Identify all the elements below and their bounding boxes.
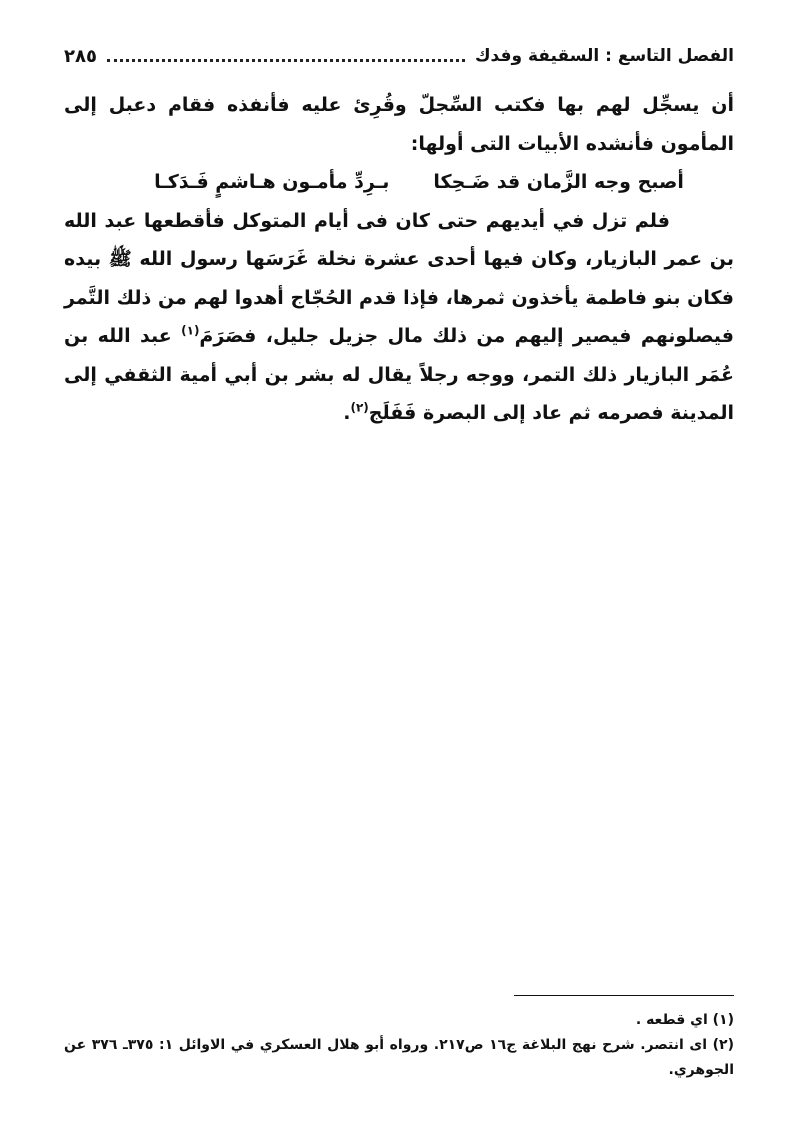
footnotes	[64, 1008, 734, 1083]
poem-verse	[64, 163, 734, 202]
page-header	[64, 40, 734, 72]
footnote-2: (٢) اى انتصر. شرح نهج البلاغة ج١٦ ص٢١٧. ورواه أبو هلال العسكري في الاوائل ١: ٣٧٥ـ ٣٧٦ عن الجوهري.	[64, 1037, 734, 1078]
footnote-ref-1[interactable]: (١)	[181, 323, 200, 338]
footnote-ref-2[interactable]: (٢)	[350, 400, 369, 415]
main-text	[64, 86, 734, 433]
paragraph-2	[64, 202, 734, 433]
verse-second-hemistich: بـرِدِّ مأمـون هـاشمٍ فَـدَكـا	[154, 171, 390, 193]
paragraph-2-part-a: فلم تزل في أيديهم حتى كان فى أيام المتوكل فأقطعها عبد الله بن عمر البازيار، وكان فيها أحدى عشرة نخلة غَرَسَها رسول الله ﷺ بيده فكان بنو فاطمة يأخذون ثمرها، فإذا قدم الحُجّاج أهدوا لهم من ذلك التَّمر فيصلونهم فيصير إليهم من ذلك مال جزيل جليل، فصَرَمَ	[64, 209, 734, 347]
paragraph-1: أن يسجِّل لهم بها فكتب السِّجلّ وقُرِئ عليه فأنفذه فقام دعبل إلى المأمون فأنشده الأبيات التى أولها:	[64, 94, 734, 155]
paragraph-2-end: .	[343, 402, 351, 424]
page-number: ٢٨٥	[64, 45, 97, 67]
footnote-separator	[514, 995, 734, 996]
chapter-title: الفصل التاسع : السقيفة وفدك	[474, 46, 734, 66]
header-dot-leader	[107, 59, 465, 62]
footnote-1: (١) اي قطعه .	[635, 1012, 734, 1028]
verse-first-hemistich: أصبح وجه الزَّمان قد ضَـحِكا	[433, 171, 684, 193]
paragraph-2-part-b: عبد الله بن عُمَر البازيار ذلك التمر، ووجه رجلاً يقال له بشر بن أبي أمية الثقفي إلى المدينة فصرمه ثم عاد إلى البصرة فَفَلَج	[64, 325, 734, 424]
